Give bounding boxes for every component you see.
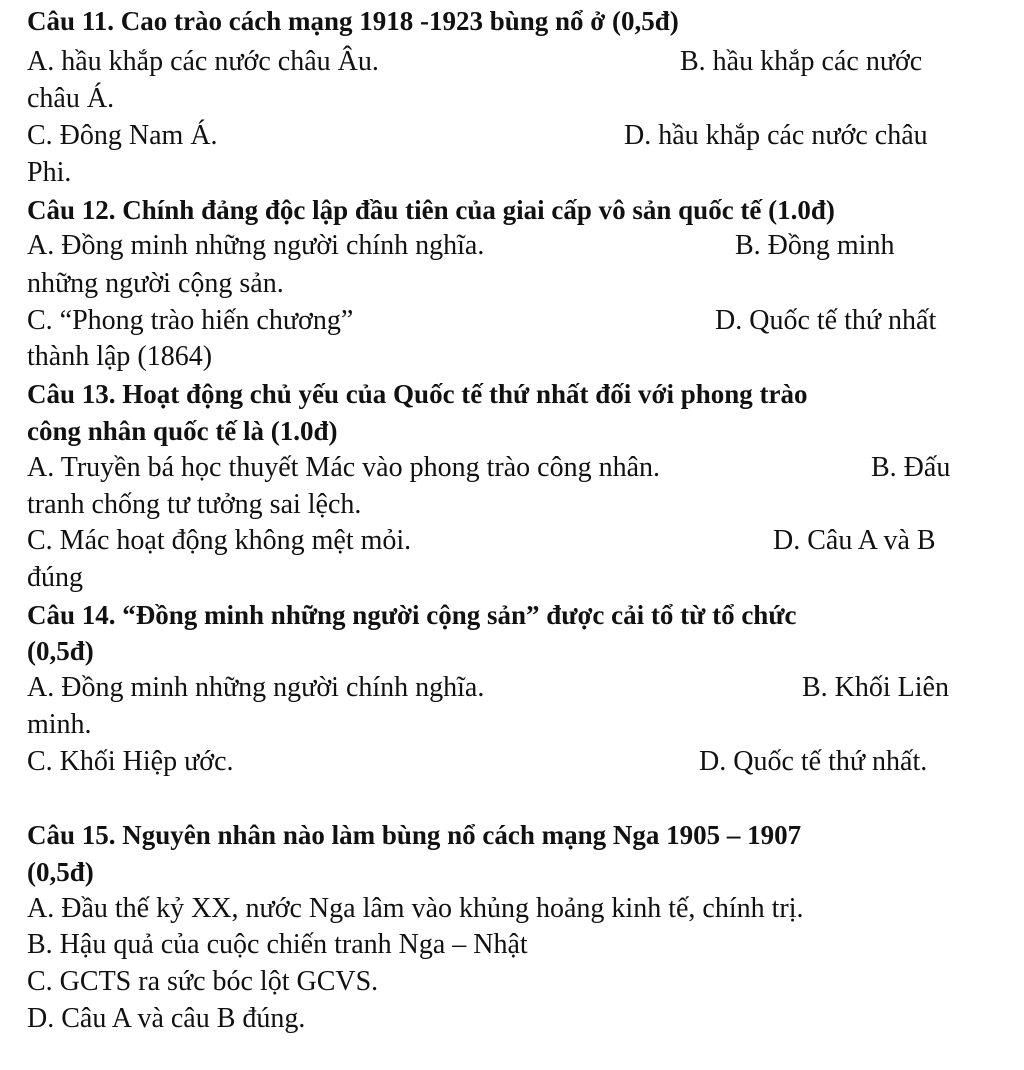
question-13-option-d-continued: đúng — [27, 562, 83, 593]
question-15-option-c: C. GCTS ra sức bóc lột GCVS. — [27, 966, 379, 997]
question-13-option-d: D. Câu A và B — [773, 525, 936, 556]
question-14-option-a: A. Đồng minh những người chính nghĩa. — [27, 672, 485, 703]
question-11-option-b: B. hầu khắp các nước — [680, 46, 923, 77]
question-15-option-d: D. Câu A và câu B đúng. — [27, 1003, 306, 1034]
question-12-option-b: B. Đồng minh — [735, 230, 895, 261]
question-15-title-line-1: Câu 15. Nguyên nhân nào làm bùng nổ cách mạng Nga 1905 – 1907 — [27, 820, 802, 850]
question-12-option-c: C. “Phong trào hiến chương” — [27, 305, 354, 336]
question-12-option-d: D. Quốc tế thứ nhất — [715, 305, 937, 336]
cropped-previous-line — [40, 0, 440, 2]
question-12-option-a: A. Đồng minh những người chính nghĩa. — [27, 230, 485, 261]
question-11-option-b-continued: châu Á. — [27, 83, 115, 114]
question-12-title: Câu 12. Chính đảng độc lập đầu tiên của giai cấp vô sản quốc tế (1.0đ) — [27, 195, 835, 225]
question-11-option-c: C. Đông Nam Á. — [27, 120, 218, 151]
question-12-option-d-continued: thành lập (1864) — [27, 341, 213, 372]
question-13-option-b: B. Đấu — [871, 452, 951, 483]
question-14-title-line-1: Câu 14. “Đồng minh những người cộng sản” được cải tổ từ tổ chức — [27, 600, 797, 630]
question-14-option-d: D. Quốc tế thứ nhất. — [699, 746, 928, 777]
question-13-option-b-continued: tranh chống tư tưởng sai lệch. — [27, 489, 362, 520]
question-13-option-a: A. Truyền bá học thuyết Mác vào phong trào công nhân. — [27, 452, 660, 483]
question-14-option-b: B. Khối Liên — [802, 672, 949, 703]
question-11-option-d: D. hầu khắp các nước châu — [624, 120, 928, 151]
question-15-option-b: B. Hậu quả của cuộc chiến tranh Nga – Nhật — [27, 929, 528, 960]
question-14-option-b-continued: minh. — [27, 709, 92, 740]
question-12-option-b-continued: những người cộng sản. — [27, 268, 284, 299]
question-13-title-line-2: công nhân quốc tế là (1.0đ) — [27, 416, 338, 446]
question-15-option-a: A. Đầu thế kỷ XX, nước Nga lâm vào khủng hoảng kinh tế, chính trị. — [27, 893, 804, 924]
question-14-title-line-2: (0,5đ) — [27, 636, 94, 666]
question-14-option-c: C. Khối Hiệp ước. — [27, 746, 234, 777]
question-15-title-line-2: (0,5đ) — [27, 857, 94, 887]
question-11-option-d-continued: Phi. — [27, 157, 72, 188]
question-13-title-line-1: Câu 13. Hoạt động chủ yếu của Quốc tế thứ nhất đối với phong trào — [27, 379, 808, 409]
question-11-title: Câu 11. Cao trào cách mạng 1918 -1923 bùng nổ ở (0,5đ) — [27, 6, 679, 36]
question-13-option-c: C. Mác hoạt động không mệt mỏi. — [27, 525, 412, 556]
question-11-option-a: A. hầu khắp các nước châu Âu. — [27, 46, 379, 77]
